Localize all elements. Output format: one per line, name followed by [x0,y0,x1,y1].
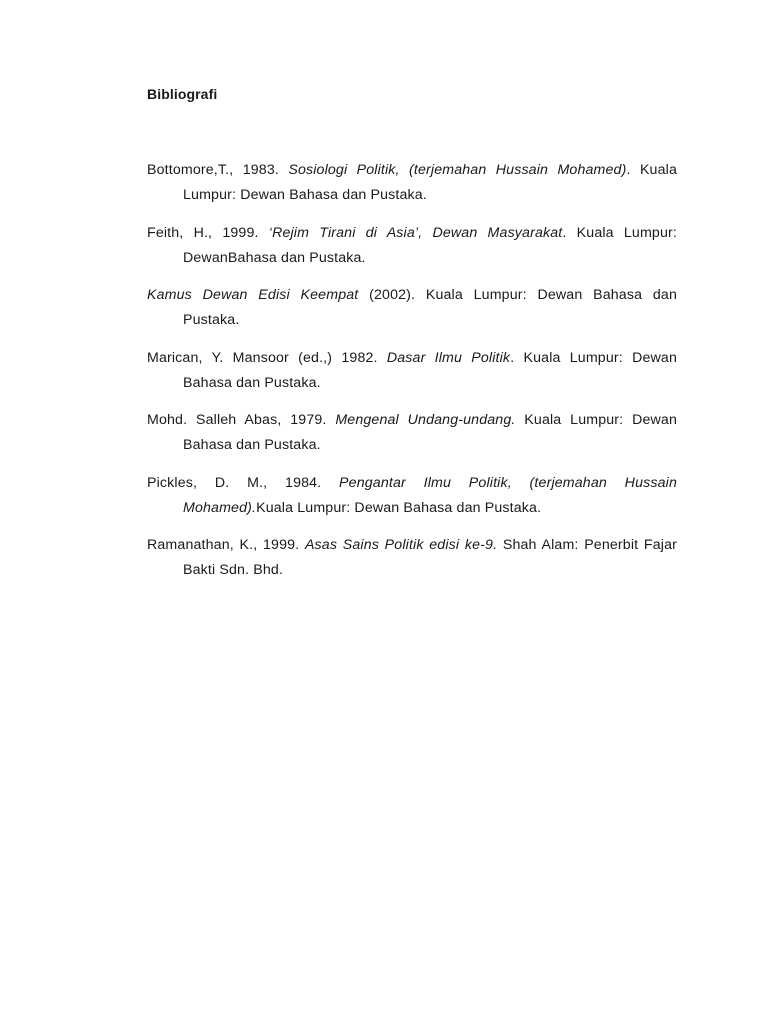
entry-author-year: Marican, Y. Mansoor (ed.,) 1982. [147,349,387,366]
bibliography-entry [147,533,677,583]
entry-author-year: Feith, H., 1999. [147,224,269,241]
entry-publisher: . Kuala Lumpur: DewanBahasa dan Pustaka. [183,224,677,266]
entry-publisher: . Kuala Lumpur: Dewan Bahasa dan Pustaka. [183,349,677,391]
entry-title: Sosiologi Politik, (terjemahan Hussain Mohamed) [288,162,627,178]
bibliography-entry [147,408,677,458]
entry-author-year: Pickles, D. M., 1984. [147,474,340,491]
bibliography-entry [147,346,677,396]
bibliography-list [147,158,677,596]
entry-publisher: Kuala Lumpur: Dewan Bahasa dan Pustaka. [256,499,542,516]
entry-title: Pengantar Ilmu Politik, (terjemahan Hussain Mohamed). [183,474,677,516]
entry-title: ‘Rejim Tirani di Asia’, Dewan Masyarakat [268,224,563,241]
entry-title: Asas Sains Politik edisi ke-9. [304,537,498,553]
entry-author-year: Bottomore,T., 1983. [147,162,289,178]
entry-publisher: (2002). Kuala Lumpur: Dewan Bahasa dan Pustaka. [183,287,677,328]
entry-author-year: Mohd. Salleh Abas, 1979. [147,412,336,428]
bibliography-entry [147,471,677,521]
bibliography-entry [147,283,677,333]
page-heading: Bibliografi [147,86,218,102]
entry-publisher: . Kuala Lumpur: Dewan Bahasa dan Pustaka. [183,162,677,203]
bibliography-entry [147,158,677,208]
entry-publisher: Kuala Lumpur: Dewan Bahasa dan Pustaka. [183,412,678,453]
entry-title: Kamus Dewan Edisi Keempat [147,287,359,303]
entry-title: Mengenal Undang-undang. [335,412,516,428]
entry-publisher: Shah Alam: Penerbit Fajar Bakti Sdn. Bhd. [183,537,677,578]
entry-author-year: Ramanathan, K., 1999. [147,537,305,553]
bibliography-entry [147,221,677,271]
entry-title: Dasar Ilmu Politik [386,349,511,366]
